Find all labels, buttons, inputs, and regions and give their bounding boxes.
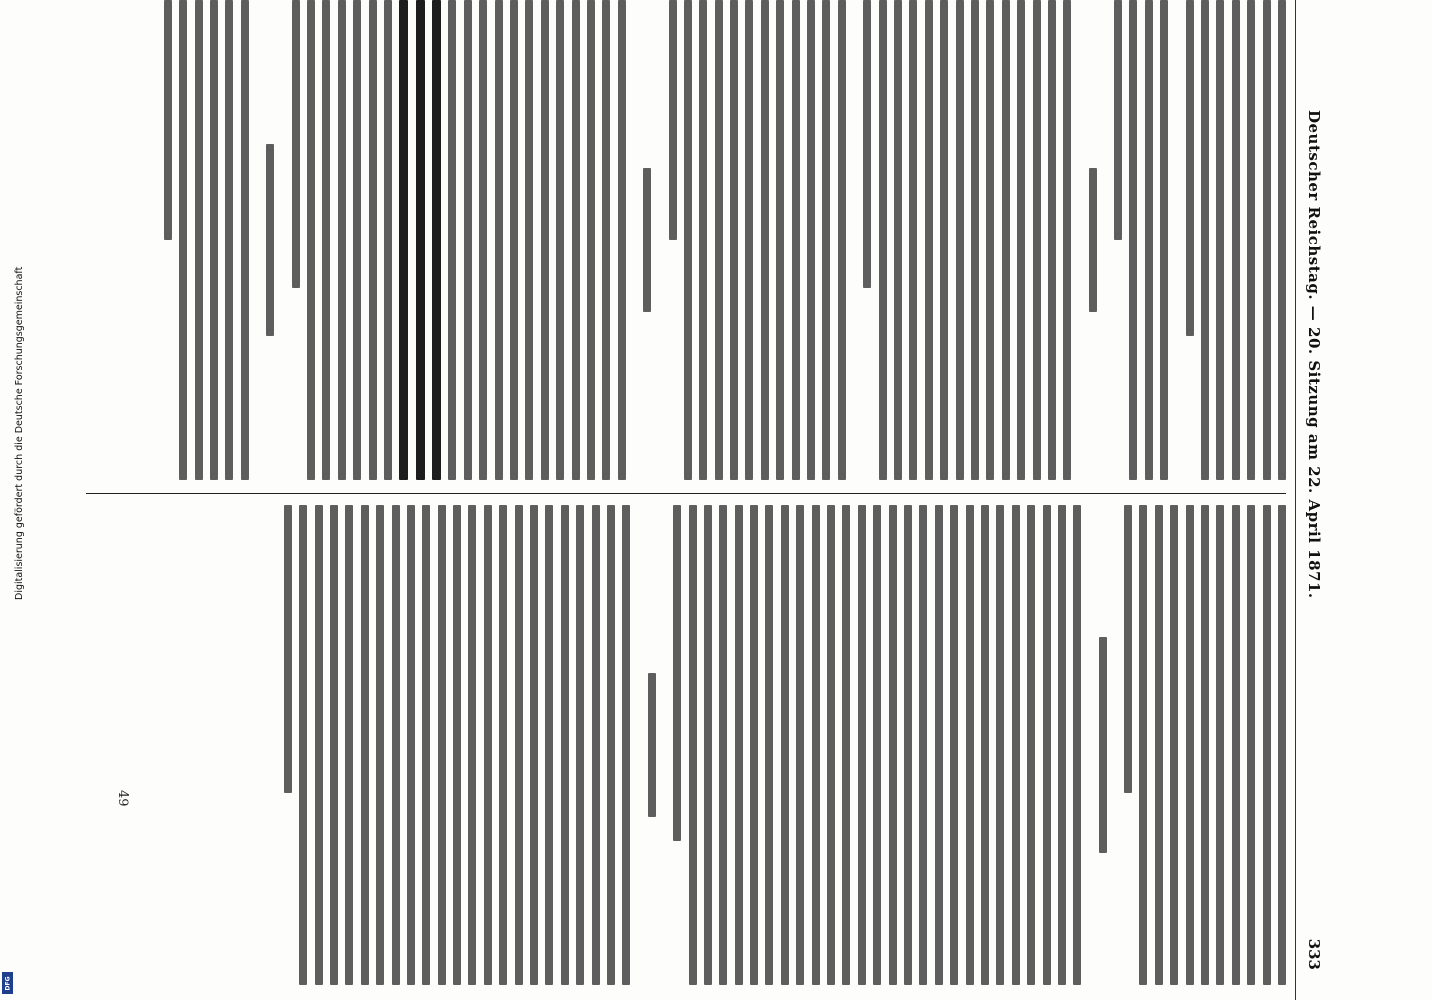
text-line — [750, 505, 758, 985]
text-line — [292, 0, 300, 288]
text-line — [730, 0, 738, 480]
text-line — [889, 505, 897, 985]
paragraph-gap — [1107, 505, 1117, 985]
text-line — [996, 505, 1004, 985]
paragraph-gap — [274, 0, 284, 480]
text-line — [838, 0, 846, 480]
text-line — [842, 505, 850, 985]
text-line — [468, 505, 476, 985]
text-line — [322, 0, 330, 480]
text-line — [669, 0, 677, 240]
footer-band — [0, 0, 25, 1000]
text-line — [719, 505, 727, 985]
text-line — [330, 505, 338, 985]
text-line — [1089, 168, 1097, 312]
text-line — [369, 0, 377, 480]
text-line — [530, 505, 538, 985]
text-line — [1186, 0, 1194, 336]
text-line — [704, 505, 712, 985]
text-line — [873, 505, 881, 985]
text-line — [909, 0, 917, 480]
text-line — [432, 0, 441, 480]
text-line — [894, 0, 902, 480]
text-line — [956, 0, 964, 480]
text-line — [919, 505, 927, 985]
text-line — [361, 505, 369, 985]
text-line — [464, 0, 472, 480]
text-line — [1216, 0, 1224, 480]
paragraph-gap — [630, 505, 640, 985]
text-line — [966, 505, 974, 985]
text-line — [1099, 637, 1107, 853]
text-line — [392, 505, 400, 985]
text-line — [981, 505, 989, 985]
text-line — [572, 0, 580, 480]
text-line — [1124, 505, 1132, 793]
text-line — [796, 505, 804, 985]
page-header-title: Deutscher Reichstag. — 20. Sitzung am 22. April 1871. — [1305, 110, 1323, 599]
text-line — [673, 505, 681, 841]
funding-notice: Digitalisierung gefördert durch die Deutsche Forschungsgemeinschaft — [14, 266, 25, 600]
text-line — [453, 505, 461, 985]
paragraph-gap — [1168, 0, 1178, 480]
paragraph-gap — [626, 0, 636, 480]
text-line — [879, 0, 887, 480]
text-line — [315, 505, 323, 985]
text-line — [1232, 505, 1240, 985]
text-line — [684, 0, 692, 480]
text-line — [807, 0, 815, 480]
text-line — [715, 0, 723, 480]
text-line — [1058, 505, 1066, 985]
text-line — [1170, 505, 1178, 985]
text-line — [284, 505, 292, 793]
paragraph-gap — [656, 505, 666, 985]
text-line — [416, 0, 425, 480]
text-line — [643, 168, 651, 312]
text-line — [210, 0, 218, 480]
text-line — [1073, 505, 1081, 985]
text-line — [345, 505, 353, 985]
dfg-logo-label: DFG — [4, 975, 12, 991]
text-line — [1278, 0, 1286, 480]
text-line — [863, 0, 871, 288]
text-line — [618, 0, 626, 480]
paragraph-gap — [1081, 505, 1091, 985]
text-line — [525, 0, 533, 480]
text-line — [438, 505, 446, 985]
text-line — [607, 505, 615, 985]
text-line — [307, 0, 315, 480]
text-line — [422, 505, 430, 985]
text-line — [1129, 0, 1137, 480]
text-line — [858, 505, 866, 985]
text-line — [776, 0, 784, 480]
text-line — [1002, 0, 1010, 480]
text-line — [1160, 0, 1168, 480]
text-line — [746, 0, 754, 480]
text-line — [587, 0, 595, 480]
text-line — [448, 0, 456, 480]
text-line — [1216, 505, 1224, 985]
text-line — [1114, 0, 1122, 240]
text-line — [940, 0, 948, 480]
paragraph-gap — [846, 0, 856, 480]
text-line — [822, 0, 830, 480]
text-line — [781, 505, 789, 985]
text-line — [353, 0, 361, 480]
paragraph-gap — [651, 0, 661, 480]
text-line — [761, 0, 769, 480]
text-line — [1263, 505, 1271, 985]
dfg-logo-icon — [2, 972, 13, 994]
text-line — [556, 0, 564, 480]
text-line — [1048, 0, 1056, 480]
text-line — [812, 505, 820, 985]
text-line — [515, 505, 523, 985]
text-line — [827, 505, 835, 985]
text-line — [510, 0, 518, 480]
text-line — [986, 0, 994, 480]
text-line — [904, 505, 912, 985]
text-line — [699, 0, 707, 480]
text-line — [545, 505, 553, 985]
paragraph-gap — [1097, 0, 1107, 480]
text-line — [479, 0, 487, 480]
paragraph-gap — [249, 0, 259, 480]
paragraph-gap — [1071, 0, 1081, 480]
text-column-right — [276, 505, 1286, 985]
text-line — [792, 0, 800, 480]
page-number: 333 — [1305, 938, 1323, 970]
text-line — [561, 505, 569, 985]
text-line — [1201, 505, 1209, 985]
text-line — [622, 505, 630, 985]
text-line — [950, 505, 958, 985]
text-line — [1232, 0, 1240, 480]
text-line — [399, 0, 408, 480]
text-line — [1017, 0, 1025, 480]
text-line — [735, 505, 743, 985]
text-line — [495, 0, 503, 480]
text-line — [1201, 0, 1209, 480]
text-line — [376, 505, 384, 985]
text-line — [602, 0, 610, 480]
text-line — [1278, 505, 1286, 985]
text-line — [935, 505, 943, 985]
text-line — [925, 0, 933, 480]
text-line — [592, 505, 600, 985]
text-line — [1139, 505, 1147, 985]
text-line — [241, 0, 249, 480]
text-line — [1145, 0, 1153, 480]
text-line — [648, 673, 656, 817]
text-line — [1247, 0, 1255, 480]
text-line — [164, 0, 172, 240]
text-line — [971, 0, 979, 480]
text-line — [1155, 505, 1163, 985]
text-line — [338, 0, 346, 480]
text-line — [541, 0, 549, 480]
text-line — [1033, 0, 1041, 480]
text-line — [689, 505, 697, 985]
text-line — [1043, 505, 1051, 985]
text-line — [1027, 505, 1035, 985]
text-line — [1186, 505, 1194, 985]
column-divider — [86, 493, 1286, 494]
text-line — [576, 505, 584, 985]
text-line — [499, 505, 507, 985]
text-line — [766, 505, 774, 985]
text-column-left — [156, 0, 1286, 480]
text-line — [407, 505, 415, 985]
text-line — [1247, 505, 1255, 985]
text-line — [179, 0, 187, 480]
text-line — [484, 505, 492, 985]
signature-mark: 49 — [115, 790, 130, 807]
text-line — [299, 505, 307, 985]
text-line — [1063, 0, 1071, 480]
text-line — [266, 144, 274, 336]
text-line — [195, 0, 203, 480]
text-line — [225, 0, 233, 480]
text-line — [384, 0, 392, 480]
page-header — [1295, 0, 1330, 1000]
text-line — [1012, 505, 1020, 985]
text-line — [1263, 0, 1271, 480]
